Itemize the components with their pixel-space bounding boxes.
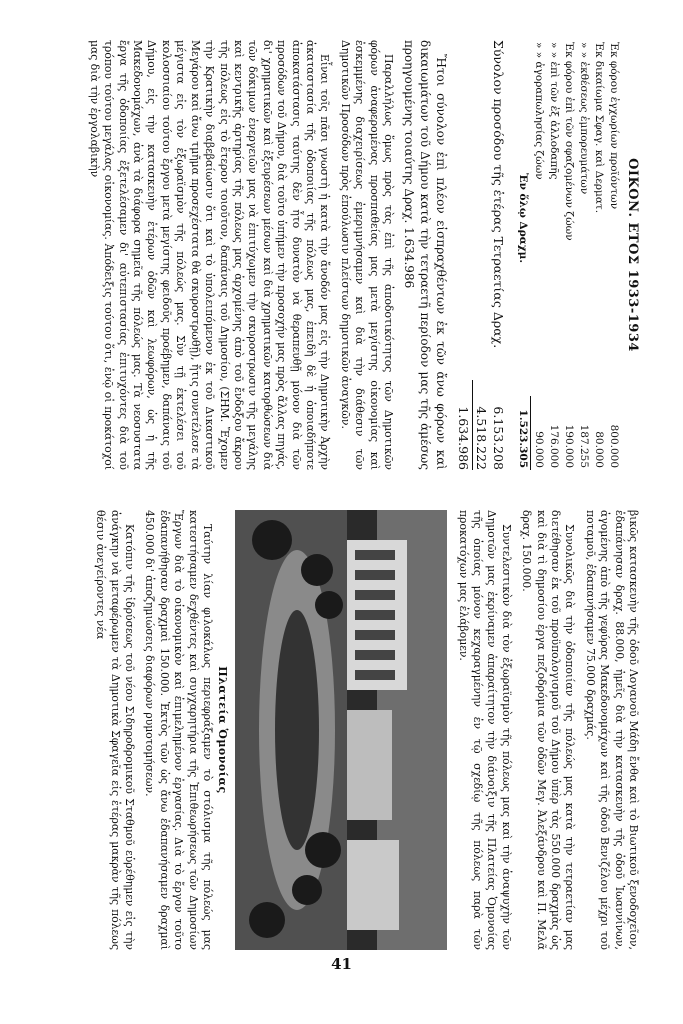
- revenue-total-amount: 1.523.305: [515, 396, 531, 470]
- right-paragraph-1: βικῶς κατασκευὴν τῆς ὁδοῦ Λογανοῦ Μάδη ἔνθα καὶ τὸ Βιωτικοῦ ξενοδοχεῖον, ἐδαπάνησαν δραχ. 88.000, ἡμεῖς διὰ τὴν κατασκευὴν τῆς ὁδοῦ Ἰωαννίνων, ἀγομένης ἀπὸ τῆς γεφύρας Μακεδονομάχων καὶ τῆς ὁδοῦ Βενιζέλου μέχρι τοῦ ποταμοῦ, ἐδαπανήσαμεν 75.000 δραχμάς.: [583, 510, 640, 950]
- summary-row-1: [490, 40, 507, 470]
- revenue-row-amount: 800.000: [608, 424, 620, 468]
- summary-row-3: [455, 40, 472, 470]
- summary-block: [455, 40, 507, 470]
- revenue-row-label: Ἐκ φόρου ἐπὶ τῶν σφαζομένων ζώων: [563, 42, 575, 241]
- right-paragraph-4: Ταύτην λίαν φιλοκάλως περιεφράξαμεν τὸ στόλισμα τῆς πόλεώς μας κατεστήσαμεν δεχθέντες καὶ συγχαρητήρια τῆς Ἐπιθεωρήσεως τῶν Δημοσίων Ἔργων διὰ τὸ οἰκονομικὸν καὶ ἐπιμελημένον ἐργασίας. Διὰ τὸ ἔργον τοῦτο ἐδαπανήθησαν δραχμαὶ 150.000. Ἐκτὸς τῶν ὡς ἄνω ἐδαπανήσαμεν δραχμαὶ 450.000 δι' ἀποζημιώσεις διαφόρων ρυμοτομήσεων.: [143, 510, 215, 950]
- left-paragraph-1: Ἤτοι σύνολον ἐπὶ πλέον εἰσπραχθέντων ἐκ τῶν ἄνω φόρων καὶ δικαιωμάτων τοῦ Δήμου κατὰ τὴν τετραετῆ περίοδον μας τῆς ἀμέσως προηγουμένης τοιαύτης Δραχ. 1.634.986: [402, 40, 448, 470]
- right-paragraph-2: Συνολικῶς διὰ τὴν ὁδοποιίαν τῆς πόλεώς μας κατὰ τὴν τετραετίαν μας διετέθησαν ἐκ τοῦ προϋπολογισμοῦ τοῦ Δήμου ὑπὲρ τὰς 550.000 δραχμὰς ὡς καὶ διὰ τὶ δημοσίου ἐργα πεζοδρόμια τῶν ὁδῶν Μεγ. Ἀλεξάνδρου καὶ Π. Μελᾶ δραχ. 150.000.: [520, 510, 577, 950]
- summary-value-3: 1.634.986: [456, 406, 471, 470]
- summary-value-2: 4.518.222: [472, 380, 490, 470]
- revenue-table-title: ΟΙΚΟΝ. ΕΤΟΣ 1933-1934: [625, 158, 640, 352]
- revenue-row-amount: 190.000: [563, 424, 575, 468]
- revenue-row: [606, 40, 621, 470]
- revenue-row: [546, 40, 561, 470]
- right-paragraph-5: Κατόπιν τῆς ἱδρύσεως τοῦ νέου Σιδηροδρομικοῦ Σταθμοῦ εὑρέθημεν εἰς τὴν ἀνάγκην νὰ μεταφέρωμεν τὰ Δημοτικὰ Σφαγεῖα εἰς ἑτέρας μακρὰν τῆς πόλεως θέσιν ἀνεγείροντες νέα: [94, 510, 137, 950]
- revenue-row-label: Ἐκ φόρου ἐγχωρίων προϊόντων: [608, 42, 620, 210]
- revenue-row-amount: 90.000: [533, 431, 545, 468]
- revenue-total-label: Ἐν ὅλῳ Δραχμ.: [517, 172, 530, 264]
- square-photo: [235, 510, 447, 950]
- summary-value-1: 6.153.208: [491, 406, 506, 470]
- revenue-row: [576, 40, 591, 470]
- right-paragraph-3: Συντελεστικὸν διὰ τὸν ἐξωραϊσμὸν τῆς πόλεως μας καὶ τὴν ἀναψυχὴν τῶν Δημοτῶν μας ἐκρίναμεν ἀπαραίτητον τὴν διάνοιξιν τῆς Πλατείας Ὁμονοίας τῆς ὁποίας μόνον κεχαραγμένην ἐν τῷ σχεδίῳ τῆς πόλεως παρὰ τῶν προκατόχων μας ἐλάβομεν.: [456, 510, 513, 950]
- revenue-row-amount: 80.000: [593, 431, 605, 468]
- right-column: [40, 510, 640, 950]
- left-column: [40, 40, 640, 470]
- square-photo-illustration: [235, 510, 447, 950]
- revenue-table: [515, 40, 621, 470]
- summary-label: Σύνολον προσόδου τῆς ἑτέρας Τετραετίας Δραχ.: [491, 40, 506, 349]
- photo-caption: Πλατεία Ὁμονοίας: [216, 666, 230, 794]
- revenue-row: [591, 40, 606, 470]
- page-number: 41: [331, 955, 352, 973]
- revenue-row: [561, 40, 576, 470]
- revenue-row-label: Ἐκ δικαίωμα Σφαγ. καὶ Δερματ.: [593, 42, 605, 214]
- revenue-row-label: » » ἐκθέσεως ἐμπορευμάτων: [578, 42, 590, 195]
- summary-row-2: [472, 40, 490, 470]
- revenue-row: [531, 40, 547, 470]
- revenue-row-amount: 187.255: [578, 424, 590, 468]
- revenue-row-amount: 176.000: [548, 424, 560, 468]
- left-paragraph-2: Παραλλήλως ὅμως πρὸς τὰς ἐπὶ τῆς ἀποδοτικότητος τῶν Δημοτικῶν φόρων ἀναφερομένας προσπαθείας μας μετὰ μεγίστης οἰκονομίας καὶ ἐσκεμμένης διαχειρίσεως ἐμεριμνήσαμεν καὶ διὰ τὴν διάθεσιν τῶν Δημοτικῶν Προσόδων πρὸς ἐπούλωσιν πλείστων δημοτικῶν ἀναγκῶν.: [338, 40, 395, 470]
- left-paragraph-3: Εἶναι τοῖς πᾶσι γνωστὴ ἡ κατὰ τὴν ἄνοδόν μας εἰς τὴν Δημοτικὴν Ἀρχὴν ἀκαταστασία τῆς ὁδοποιίας τῆς πόλεως μας, ἐπειδὴ δὲ ἡ ὁποιαδήποτε ἀποκατάστασις ταύτης δὲν ἦτο δυνατὸν νὰ θεραπευθῇ μόνον διὰ τῶν προσόδων τοῦ Δήμου, διὰ τοῦτο ὑπήμεν τὴν προσοχήν μας πρὸς ἄλλας πηγάς, δι' χρηματικῶν καὶ ἐξευρέσεων μέσων καὶ διὰ χρηματικῶν κατορθώσεων διὰ τῶν δόκιμων ἐνεργειῶν μας νὰ ἐπιτύχωμεν τὴν σκυροστρωσιν τῆς μεγάλης καὶ κεντρικῆς ἀρτηρίας τῆς πόλεως μας ἀρχομένης ἀπὸ τοῦ ἔνδοξου ἄκρου τῆς πόλεως εἰς τὸ ἕτερον τοιοῦτον, δαπάναις τοῦ Δημοσίου, (ΣΗΜ. Ἔχομεν τὴν Κρατικὴν διαβεβαίωσιν ὅτι καὶ τὸ ὑπολειπόμενον ἐκ τοῦ Δικαστικοῦ Μεγάρου καὶ ἄνω τμῆμα προσεχέστατα θὰ σκυροστρωθῇ), ἥτις συνετέλεσε τὰ μέγιστα εἰς τὸν ἐξωραϊσμὸν τῆς πόλεώς μας. Σὺν τῇ ἐκτελέσει τοῦ κολοσσιαίου τούτου ἔργου μετὰ μεγίστης φειδοῦς προέβημεν, δαπάναις τοῦ Δήμου, εἰς τὴν κατασκευὴν ἑτέρων ὁδῶν καὶ λεωφόρων, ὡς ἡ τῆς Μακεδονομάχων, ἀνὰ τὰ διάφορα σημεῖα τῆς πόλεώς μας. Τὰ νεοσυστατα ἔργα τῆς ὁδοποιίας ἐξετελέσαμεν δι' αὐτεπιστασίας ἐπιτυχόντες διὰ τοῦ τρόπου τούτου μεγάλας οἰκονομίας. Ἀπόδειξις τούτου ὅτι, ἐνῷ οἱ προκάτοχοί μας διὰ τὴν ἐργολαβικὴν: [87, 40, 332, 470]
- revenue-total-row: [515, 40, 531, 470]
- revenue-row-label: » » ἀγοραπωλησίας ζώων: [532, 42, 545, 180]
- revenue-row-label: » » ἐπὶ τῶν ἐξ ἀλλοδαπῆς: [548, 42, 560, 180]
- rotated-page: [40, 40, 640, 950]
